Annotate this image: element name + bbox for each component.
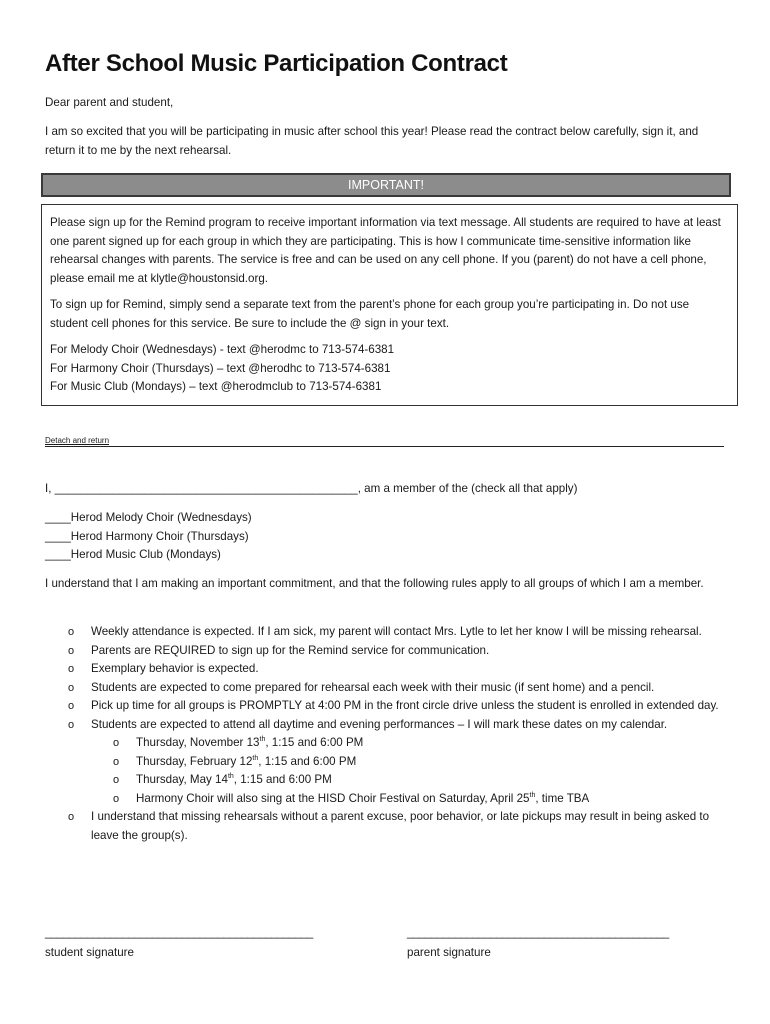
rule-text: Weekly attendance is expected. If I am sick, my parent will contact Mrs. Lytle to let her know I will be missing rehearsal.: [91, 625, 702, 638]
rule-text: I understand that missing rehearsals without a parent excuse, poor behavior, or late pickups may result in being asked to leave the group(s).: [91, 810, 710, 842]
bullet: o: [113, 792, 120, 805]
rule-text: Exemplary behavior is expected.: [91, 662, 259, 675]
time-text: , 1:15 and 6:00 PM: [233, 773, 332, 786]
rule-text: Students are expected to attend all daytime and evening performances – I will mark these dates on my calendar.: [91, 717, 668, 731]
rule-text: Students are expected to come prepared for rehearsal each week with their music (if sent home) and a pencil.: [91, 680, 655, 694]
rule-item: [45, 697, 727, 716]
important-banner: IMPORTANT!: [41, 173, 731, 197]
bullet: o: [113, 737, 120, 749]
performance-date: [45, 734, 735, 753]
rule-item: [45, 679, 727, 698]
bullet: o: [68, 644, 75, 657]
parent-signature: [407, 926, 669, 959]
ordinal-suffix: th: [252, 754, 259, 762]
parent-signature-line: ____________________________________________: [407, 926, 669, 939]
remind-signup-paragraph: To sign up for Remind, simply send a separate text from the parent’s phone for each group you’re participating in. Do not use student cell phones for this service. Be sure to include the @ sign in your text.: [50, 298, 690, 330]
remind-info-paragraph: Please sign up for the Remind program to receive important information via text message. All students are required to have at least one parent signed up for each group in which they are participating. This is how I communicate time-sensitive information like rehearsal changes with parents. The service is free and can be used on any cell phone. If you (parent) do not have a cell phone, please email me at klytle@houstonsid.org.: [50, 216, 721, 285]
ordinal-suffix: th: [259, 736, 266, 744]
ordinal-suffix: th: [227, 773, 234, 781]
intro-paragraph: I am so excited that you will be participating in music after school this year! Please read the contract below carefully, sign it, and return it to me by the next rehearsal.: [45, 125, 699, 157]
group-option-music-club: ____Herod Music Club (Mondays): [45, 548, 221, 561]
student-signature-label: student signature: [45, 946, 134, 959]
remind-code-melody: For Melody Choir (Wednesdays) - text @herodmc to 713-574-6381: [50, 343, 395, 356]
member-name-line: I, _______________________________________________, am a member of the (check all that apply): [45, 482, 578, 495]
date-text: Harmony Choir will also sing at the HISD Choir Festival on Saturday, April 25: [136, 791, 530, 805]
rule-text: Parents are REQUIRED to sign up for the Remind service for communication.: [91, 643, 490, 657]
student-signature: [45, 926, 313, 959]
bullet: o: [68, 663, 75, 675]
group-checklist: [45, 509, 252, 565]
bullet: o: [113, 755, 120, 768]
remind-code-harmony: For Harmony Choir (Thursdays) – text @herodhc to 713-574-6381: [50, 361, 391, 375]
time-text: , 1:15 and 6:00 PM: [258, 754, 357, 768]
detach-label: Detach and return: [45, 436, 110, 445]
commitment-statement: I understand that I am making an important commitment, and that the following rules apply to all groups of which I am a member.: [45, 577, 704, 590]
performance-date: [45, 753, 735, 772]
student-signature-line: _____________________________________________: [45, 926, 313, 939]
performance-date: [45, 790, 735, 809]
rule-item: [45, 642, 727, 661]
bullet: o: [113, 774, 120, 786]
rules-list: [45, 623, 735, 845]
greeting: Dear parent and student,: [45, 96, 174, 109]
time-text: , 1:15 and 6:00 PM: [265, 736, 364, 749]
group-option-harmony: ____Herod Harmony Choir (Thursdays): [45, 529, 249, 543]
date-text: Thursday, November 13: [136, 736, 260, 749]
time-text: , time TBA: [535, 791, 590, 805]
date-text: Thursday, May 14: [136, 773, 228, 786]
rule-item: [45, 623, 727, 642]
bullet: o: [68, 718, 75, 731]
bullet: o: [68, 700, 75, 712]
remind-code-music-club: For Music Club (Mondays) – text @herodmclub to 713-574-6381: [50, 380, 382, 393]
rule-item: [45, 660, 727, 679]
performance-date: [45, 771, 735, 790]
remind-info-box: [41, 204, 738, 406]
rule-item: [45, 716, 727, 735]
bullet: o: [68, 681, 75, 694]
rule-item: [45, 808, 727, 845]
bullet: o: [68, 626, 75, 638]
ordinal-suffix: th: [529, 791, 536, 799]
bullet: o: [68, 811, 75, 823]
page-title: After School Music Participation Contract: [45, 50, 508, 77]
rule-text: Pick up time for all groups is PROMPTLY at 4:00 PM in the front circle drive unless the student is enrolled in extended day.: [91, 699, 719, 712]
detach-line: [45, 436, 724, 447]
date-text: Thursday, February 12: [136, 754, 253, 768]
group-option-melody: ____Herod Melody Choir (Wednesdays): [45, 511, 252, 524]
parent-signature-label: parent signature: [407, 946, 491, 959]
